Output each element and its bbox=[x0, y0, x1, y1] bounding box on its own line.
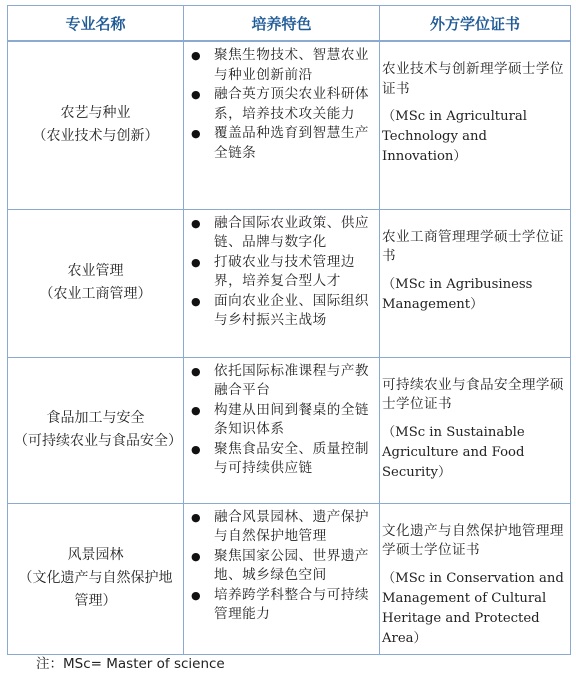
feature-item: ● 聚焦国家公园、世界遗产地、城乡绿色空间 bbox=[188, 547, 377, 586]
header-major-name: 专业名称 bbox=[8, 6, 184, 42]
major-name-cell bbox=[8, 357, 184, 503]
feature-item: ● 覆盖品种选育到智慧生产全链条 bbox=[188, 124, 377, 163]
table-row bbox=[8, 209, 571, 357]
feature-item: ● 构建从田间到餐桌的全链条知识体系 bbox=[188, 401, 377, 440]
feature-list bbox=[188, 508, 377, 626]
degree-name-en: （MSc in Sustainable Agriculture and Food Security） bbox=[382, 424, 525, 480]
feature-list bbox=[188, 46, 377, 164]
table-header-row bbox=[8, 6, 571, 42]
feature-item: ● 依托国际标准课程与产教融合平台 bbox=[188, 362, 377, 401]
degree-name-en: （MSc in Agricultural Technology and Innovation） bbox=[382, 109, 527, 165]
degree-name-en: （MSc in Agribusiness Management） bbox=[382, 276, 533, 312]
degree-cell bbox=[380, 209, 571, 357]
degree-table bbox=[7, 5, 571, 655]
major-name-sub: （农业工商管理） bbox=[39, 286, 152, 302]
features-cell bbox=[184, 503, 380, 654]
major-name-cell bbox=[8, 41, 184, 209]
major-name-sub: （农业技术与创新） bbox=[32, 128, 159, 145]
feature-item: ● 面向农业企业、国际组织与乡村振兴主战场 bbox=[188, 292, 377, 331]
feature-list bbox=[188, 362, 377, 480]
major-name-cell bbox=[8, 503, 184, 654]
degree-name-cn: 可持续农业与食品安全理学硕士学位证书 bbox=[382, 376, 564, 413]
feature-item: ● 培养跨学科整合与可持续管理能力 bbox=[188, 586, 377, 625]
degree-cell bbox=[380, 41, 571, 209]
major-name-sub: （文化遗产与自然保护地管理） bbox=[18, 570, 173, 609]
features-cell bbox=[184, 209, 380, 357]
major-name-sub: （可持续农业与食品安全） bbox=[14, 433, 182, 449]
feature-item: ● 聚焦生物技术、智慧农业与种业创新前沿 bbox=[188, 46, 377, 85]
features-cell bbox=[184, 357, 380, 503]
major-name: 风景园林 bbox=[67, 547, 124, 563]
degree-cell bbox=[380, 357, 571, 503]
table-row bbox=[8, 357, 571, 503]
feature-item: ● 打破农业与技术管理边界，培养复合型人才 bbox=[188, 253, 377, 292]
degree-cell bbox=[380, 503, 571, 654]
feature-list bbox=[188, 214, 377, 332]
table-row bbox=[8, 503, 571, 654]
footnote: 注：MSc= Master of science bbox=[36, 656, 225, 672]
major-name: 食品加工与安全 bbox=[46, 410, 145, 426]
degree-name-en: （MSc in Conservation and Management of Cultural Heritage and Protected Area） bbox=[382, 570, 564, 646]
feature-item: ● 聚焦食品安全、质量控制与可持续供应链 bbox=[188, 440, 377, 479]
major-name-cell bbox=[8, 209, 184, 357]
feature-item: ● 融合英方顶尖农业科研体系，培养技术攻关能力 bbox=[188, 85, 377, 124]
feature-item: ● 融合国际农业政策、供应链、品牌与数字化 bbox=[188, 214, 377, 253]
feature-item: ● 融合风景园林、遗产保护与自然保护地管理 bbox=[188, 508, 377, 547]
features-cell bbox=[184, 41, 380, 209]
major-name: 农艺与种业 bbox=[60, 105, 131, 122]
major-name: 农业管理 bbox=[67, 263, 124, 279]
degree-name-cn: 农业工商管理理学硕士学位证书 bbox=[382, 228, 564, 265]
header-training-features: 培养特色 bbox=[184, 6, 380, 42]
degree-name-cn: 文化遗产与自然保护地管理理学硕士学位证书 bbox=[382, 522, 564, 559]
degree-name-cn: 农业技术与创新理学硕士学位证书 bbox=[382, 61, 564, 97]
table-row bbox=[8, 41, 571, 209]
header-foreign-degree: 外方学位证书 bbox=[380, 6, 571, 42]
